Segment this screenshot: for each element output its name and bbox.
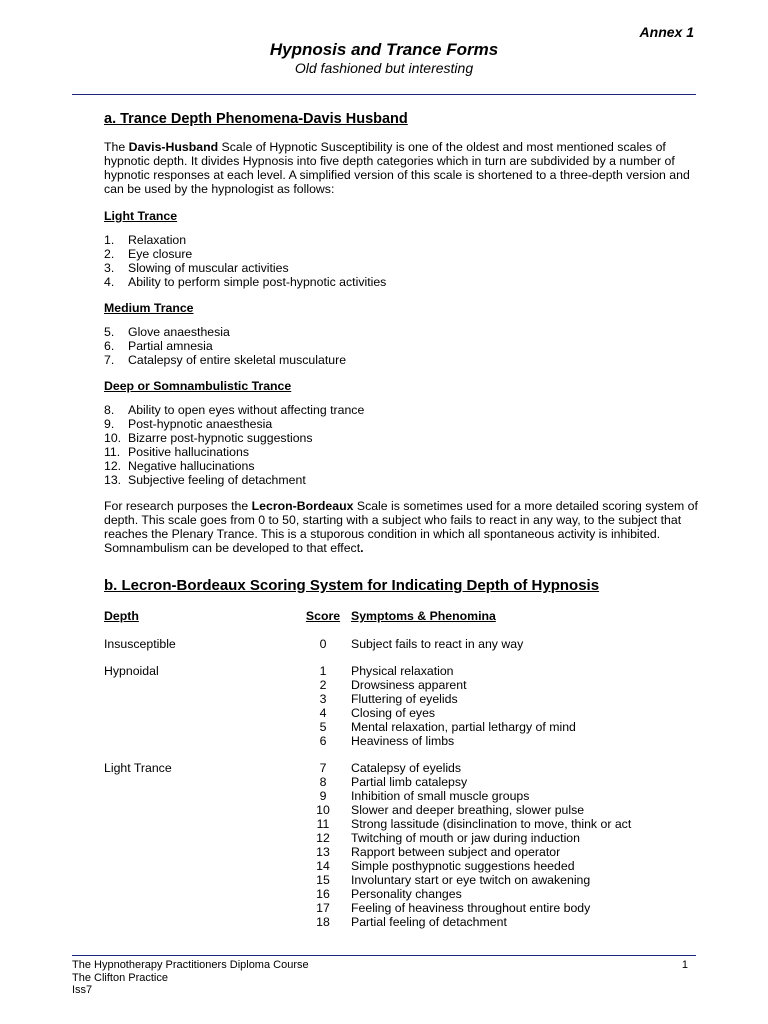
document-title: Hypnosis and Trance Forms xyxy=(269,40,499,59)
list-number: 13. xyxy=(104,473,122,487)
header-rule xyxy=(72,94,696,95)
deep-trance-title: Deep or Somnambulistic Trance xyxy=(104,379,292,393)
depth-cell xyxy=(104,678,304,692)
list-item xyxy=(104,473,704,487)
symptom-cell: Heaviness of limbs xyxy=(351,734,455,748)
score-cell: 15 xyxy=(316,873,330,887)
page-number: 1 xyxy=(681,959,688,971)
section-b-heading-text: b. Lecron-Bordeaux Scoring System for Indicating Depth of Hypnosis xyxy=(104,577,600,594)
table-row xyxy=(104,664,704,678)
depth-cell xyxy=(104,859,304,873)
symptom-cell: Subject fails to react in any way xyxy=(351,637,524,651)
col-depth-header: Depth xyxy=(104,609,139,623)
section-a-intro xyxy=(104,140,704,196)
depth-cell xyxy=(104,831,304,845)
deep-trance-list xyxy=(104,403,704,487)
score-cell: 3 xyxy=(319,692,327,706)
depth-cell xyxy=(104,817,304,831)
list-item xyxy=(104,445,704,459)
col-symptoms-header: Symptoms & Phenomina xyxy=(351,609,496,623)
table-row xyxy=(104,706,704,720)
depth-cell: Hypnoidal xyxy=(104,664,159,678)
intro-bold: Davis-Husband xyxy=(128,140,219,154)
depth-cell xyxy=(104,789,304,803)
score-cell: 7 xyxy=(319,761,327,775)
score-group xyxy=(104,664,704,748)
list-number: 9. xyxy=(104,417,115,431)
table-row xyxy=(104,734,704,748)
list-item xyxy=(104,431,704,445)
symptom-cell: Feeling of heaviness throughout entire body xyxy=(351,901,591,915)
research-pre: For research purposes the xyxy=(104,499,252,513)
list-text: Negative hallucinations xyxy=(128,459,255,473)
research-end: . xyxy=(360,541,364,555)
col-score-header: Score xyxy=(305,609,341,623)
table-row xyxy=(104,831,704,845)
table-row xyxy=(104,859,704,873)
research-rest: Scale is sometimes used for a more detailed scoring system of depth. This scale goes from 0 to 50, starting with a subject who fails to react in any way, to the subject that reaches the Plenary Trance. This is a stuporous condition in which all spontaneous activity is inhibited. Somnambulism can be developed to that effect xyxy=(104,499,698,555)
score-group xyxy=(104,761,704,929)
table-row xyxy=(104,678,704,692)
score-cell: 6 xyxy=(319,734,327,748)
list-text: Relaxation xyxy=(128,233,187,247)
table-row xyxy=(104,789,704,803)
list-text: Partial amnesia xyxy=(128,339,213,353)
list-item xyxy=(104,417,704,431)
section-b-heading xyxy=(104,579,704,593)
table-row xyxy=(104,692,704,706)
table-row xyxy=(104,637,704,651)
light-trance-title: Light Trance xyxy=(104,209,178,223)
depth-cell: Insusceptible xyxy=(104,637,176,651)
symptom-cell: Involuntary start or eye twitch on awakening xyxy=(351,873,591,887)
light-trance-list xyxy=(104,233,704,289)
symptom-cell: Physical relaxation xyxy=(351,664,454,678)
symptom-cell: Simple posthypnotic suggestions heeded xyxy=(351,859,575,873)
symptom-cell: Partial feeling of detachment xyxy=(351,915,507,929)
list-number: 2. xyxy=(104,247,115,261)
list-number: 8. xyxy=(104,403,115,417)
research-paragraph xyxy=(104,499,704,555)
symptom-cell: Slower and deeper breathing, slower pulse xyxy=(351,803,585,817)
table-row xyxy=(104,720,704,734)
symptom-cell: Fluttering of eyelids xyxy=(351,692,458,706)
depth-cell xyxy=(104,845,304,859)
depth-cell xyxy=(104,915,304,929)
score-cell: 11 xyxy=(316,817,330,831)
score-cell: 12 xyxy=(316,831,330,845)
depth-cell xyxy=(104,803,304,817)
list-text: Catalepsy of entire skeletal musculature xyxy=(128,353,347,367)
list-text: Glove anaesthesia xyxy=(128,325,230,339)
list-item xyxy=(104,459,704,473)
list-item xyxy=(104,233,704,247)
depth-cell xyxy=(104,901,304,915)
footer-rule xyxy=(72,955,696,956)
score-cell: 1 xyxy=(319,664,327,678)
research-bold: Lecron-Bordeaux xyxy=(251,499,354,513)
list-text: Bizarre post-hypnotic suggestions xyxy=(128,431,313,445)
score-group xyxy=(104,637,704,651)
score-cell: 2 xyxy=(319,678,327,692)
list-text: Slowing of muscular activities xyxy=(128,261,289,275)
symptom-cell: Strong lassitude (disinclination to move, think or act xyxy=(351,817,632,831)
symptom-cell: Rapport between subject and operator xyxy=(351,845,561,859)
section-a-heading: a. Trance Depth Phenomena-Davis Husband xyxy=(104,111,408,127)
list-number: 10. xyxy=(104,431,122,445)
symptom-cell: Personality changes xyxy=(351,887,462,901)
list-number: 3. xyxy=(104,261,115,275)
intro-the: The xyxy=(104,140,129,154)
score-cell: 0 xyxy=(319,637,327,651)
medium-trance-title: Medium Trance xyxy=(104,301,194,315)
list-item xyxy=(104,261,704,275)
depth-cell xyxy=(104,887,304,901)
table-row xyxy=(104,817,704,831)
depth-cell xyxy=(104,706,304,720)
score-cell: 10 xyxy=(316,803,330,817)
depth-cell: Light Trance xyxy=(104,761,172,775)
list-number: 4. xyxy=(104,275,115,289)
list-text: Subjective feeling of detachment xyxy=(128,473,306,487)
list-item xyxy=(104,403,704,417)
page-content xyxy=(104,112,704,942)
table-row xyxy=(104,845,704,859)
scoring-table-body xyxy=(104,637,704,929)
depth-cell xyxy=(104,775,304,789)
annex-label: Annex 1 xyxy=(639,24,694,40)
table-row xyxy=(104,775,704,789)
symptom-cell: Partial limb catalepsy xyxy=(351,775,468,789)
symptom-cell: Catalepsy of eyelids xyxy=(351,761,462,775)
medium-trance-list xyxy=(104,325,704,367)
score-cell: 16 xyxy=(316,887,330,901)
table-row xyxy=(104,873,704,887)
score-cell: 17 xyxy=(316,901,330,915)
page-footer xyxy=(72,959,688,997)
list-number: 6. xyxy=(104,339,115,353)
score-cell: 18 xyxy=(316,915,330,929)
depth-cell xyxy=(104,873,304,887)
footer-practice: The Clifton Practice xyxy=(72,971,168,984)
score-cell: 14 xyxy=(316,859,330,873)
list-item xyxy=(104,325,704,339)
list-text: Ability to open eyes without affecting trance xyxy=(128,403,365,417)
score-cell: 8 xyxy=(319,775,327,789)
symptom-cell: Inhibition of small muscle groups xyxy=(351,789,530,803)
depth-cell xyxy=(104,734,304,748)
table-row xyxy=(104,803,704,817)
depth-cell xyxy=(104,692,304,706)
table-row xyxy=(104,761,704,775)
list-item xyxy=(104,275,704,289)
list-text: Eye closure xyxy=(128,247,193,261)
symptom-cell: Twitching of mouth or jaw during induction xyxy=(351,831,580,845)
score-cell: 5 xyxy=(319,720,327,734)
list-number: 5. xyxy=(104,325,115,339)
list-text: Ability to perform simple post-hypnotic activities xyxy=(128,275,387,289)
score-cell: 13 xyxy=(316,845,330,859)
list-number: 7. xyxy=(104,353,115,367)
list-number: 11. xyxy=(104,445,121,459)
list-text: Positive hallucinations xyxy=(128,445,249,459)
table-row xyxy=(104,901,704,915)
list-text: Post-hypnotic anaesthesia xyxy=(128,417,273,431)
list-item xyxy=(104,247,704,261)
symptom-cell: Closing of eyes xyxy=(351,706,436,720)
table-row xyxy=(104,915,704,929)
scoring-table-header xyxy=(104,609,704,623)
list-item xyxy=(104,339,704,353)
list-number: 1. xyxy=(104,233,115,247)
table-row xyxy=(104,887,704,901)
score-cell: 4 xyxy=(319,706,327,720)
symptom-cell: Drowsiness apparent xyxy=(351,678,467,692)
depth-cell xyxy=(104,720,304,734)
document-subtitle: Old fashioned but interesting xyxy=(294,60,474,76)
list-item xyxy=(104,353,704,367)
footer-course: The Hypnotherapy Practitioners Diploma Course xyxy=(72,959,309,971)
list-number: 12. xyxy=(104,459,122,473)
intro-rest: Scale of Hypnotic Susceptibility is one of the oldest and most mentioned scales of hypnotic depth. It divides Hypnosis into five depth categories which in turn are subdivided by a number of hypnotic responses at each level. A simplified version of this scale is shortened to a three-depth version and can be used by the hypnologist as follows: xyxy=(104,140,690,196)
footer-issue: Iss7 xyxy=(72,984,93,996)
symptom-cell: Mental relaxation, partial lethargy of mind xyxy=(351,720,576,734)
score-cell: 9 xyxy=(319,789,327,803)
